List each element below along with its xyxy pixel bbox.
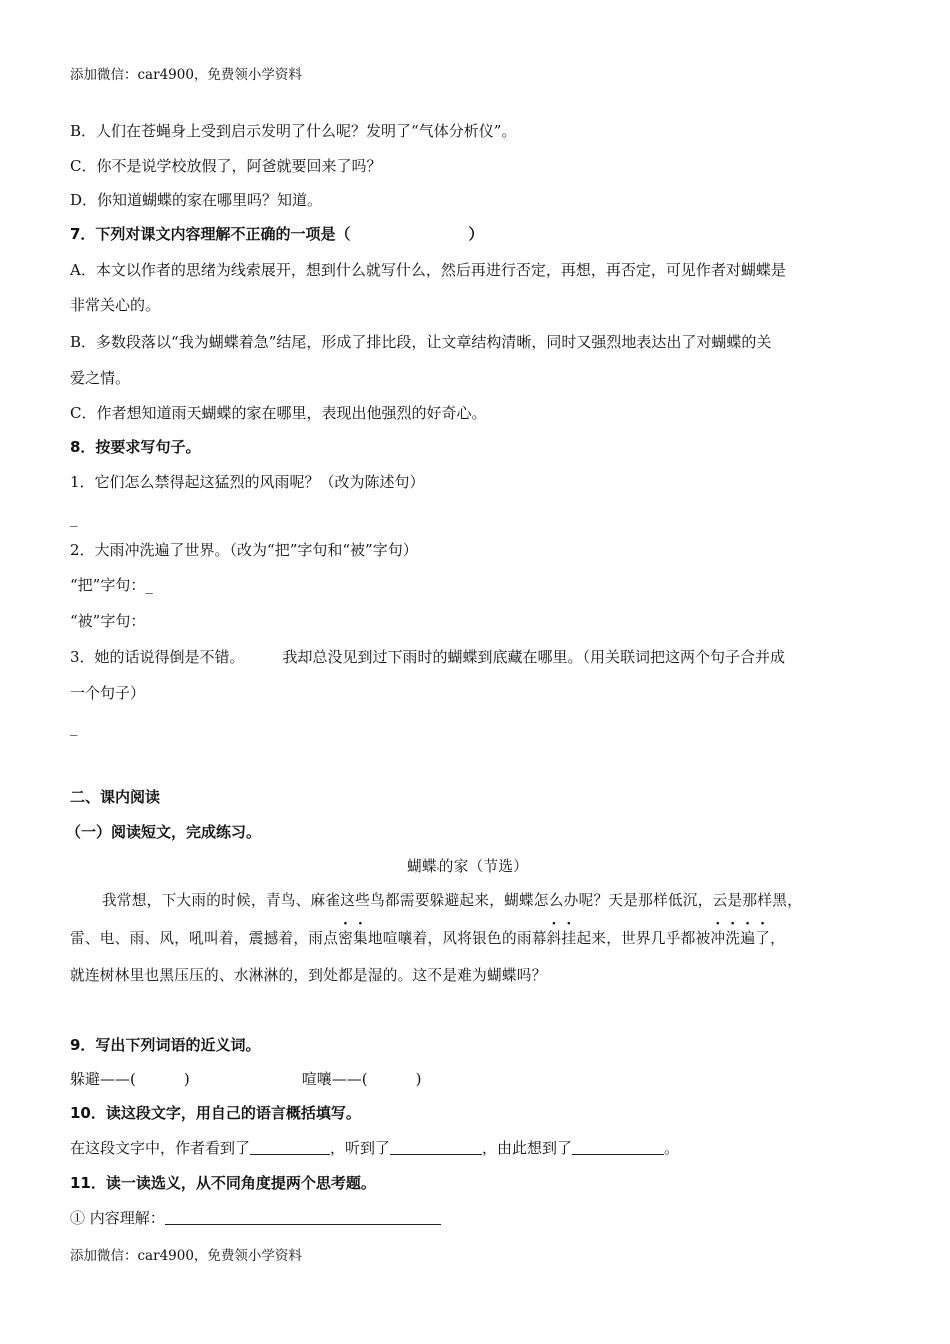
q9-word-1-close: ) <box>183 1070 190 1088</box>
q10-blank-heard[interactable] <box>390 1140 482 1155</box>
q11-item-1 <box>70 1209 441 1227</box>
passage-title-a: 蝴蝶 <box>407 858 437 875</box>
q7-title-close: ） <box>468 225 484 243</box>
emph-char-mi: 密 <box>338 930 353 947</box>
q8-ba-sentence: “把”字句：_ <box>70 576 153 594</box>
page-footer: 添加微信：car4900，免费领小学资料 <box>70 1248 302 1264</box>
passage-line-2e: 起来，世界几乎都被 <box>576 930 711 947</box>
section-2-subtitle: （一）阅读短文，完成练习。 <box>66 823 262 841</box>
passage-title-b: 的家（节选） <box>438 858 529 875</box>
q7-title <box>70 225 483 243</box>
q7-option-b-line1: B．多数段落以“我为蝴蝶着急”结尾，形成了排比段，让文章结构清晰，同时又强烈地表达出了对蝴蝶的关 <box>70 333 772 351</box>
q9-title: 9．写出下列词语的近义词。 <box>70 1036 261 1054</box>
q10-text-1: 在这段文字中，作者看到了 <box>70 1139 251 1157</box>
q8-sentence-1: 1．它们怎么禁得起这猛烈的风雨呢？（改为陈述句） <box>70 473 425 491</box>
q10-title: 10．读这段文字，用自己的语言概括填写。 <box>70 1104 361 1122</box>
q8-sentence-3 <box>70 648 785 666</box>
q8-sentence-2: 2．大雨冲洗遍了世界。（改为“把”字句和“被”字句） <box>70 541 418 559</box>
q10-blank-saw[interactable] <box>250 1140 330 1155</box>
q11-item-1-label: ① 内容理解： <box>70 1209 165 1227</box>
q8-title: 8．按要求写句子。 <box>70 438 201 456</box>
q8-sentence-3b: 我却总没见到过下雨时的蝴蝶到底藏在哪里。（用关联词把这两个句子合并成 <box>282 648 786 666</box>
q9-word-2: 喧嚷——( <box>301 1070 368 1088</box>
passage-line-1: 我常想，下大雨的时候，青鸟、麻雀这些鸟都需要躲避起来，蝴蝶怎么办呢？天是那样低沉，云是那样黑， <box>102 892 803 909</box>
q11-item-1-blank[interactable] <box>165 1210 441 1225</box>
emph-char-le: 了 <box>755 930 771 947</box>
q9-word-1: 躲避——( <box>70 1070 136 1088</box>
page-header: 添加微信：car4900，免费领小学资料 <box>70 67 302 83</box>
passage-line-2g: ， <box>770 930 786 947</box>
q7-title-text: 7．下列对课文内容理解不正确的一项是（ <box>70 225 351 243</box>
q7-option-b-line2: 爱之情。 <box>70 369 131 387</box>
q7-option-c: C．作者想知道雨天蝴蝶的家在哪里，表现出他强烈的好奇心。 <box>70 404 487 422</box>
q10-text-3: ，由此想到了 <box>482 1139 573 1157</box>
q10-text-2: ，听到了 <box>330 1139 391 1157</box>
emph-char-chong: 冲 <box>710 930 726 947</box>
q6-option-b: B．人们在苍蝇身上受到启示发明了什么呢？发明了“气体分析仪”。 <box>70 122 517 140</box>
q8-blank-3: _ <box>70 718 78 736</box>
emph-char-gua: 挂 <box>561 930 577 947</box>
q9-word-2-close: ) <box>415 1070 422 1088</box>
passage-line-3: 就连树林里也黑压压的、水淋淋的，到处都是湿的。这不是难为蝴蝶吗？ <box>70 967 547 984</box>
passage-line-2a: 雷、电、雨、风，吼叫着，震撼着，雨点 <box>70 930 339 947</box>
q8-blank-1: _ <box>70 509 78 527</box>
emph-char-bian: 遍 <box>740 930 756 947</box>
q8-bei-sentence: “被”字句： <box>70 612 146 630</box>
q8-sentence-3a: 3．她的话说得倒是不错。 <box>70 648 245 666</box>
q6-option-d: D．你知道蝴蝶的家在哪里吗？知道。 <box>70 191 323 209</box>
q10-blank-thought[interactable] <box>572 1140 664 1155</box>
q11-title: 11．读一读选义，从不同角度提两个思考题。 <box>70 1174 376 1192</box>
q10-fill-line <box>70 1139 679 1157</box>
emph-char-ji: 集 <box>353 930 368 947</box>
emph-char-xie: 斜 <box>546 930 562 947</box>
passage-line-2 <box>70 930 785 948</box>
q7-option-a-line1: A．本文以作者的思绪为线索展开，想到什么就写什么，然后再进行否定，再想，再否定，可见作者对蝴蝶是 <box>70 261 786 279</box>
passage-title <box>407 858 528 876</box>
q8-sentence-3c: 一个句子） <box>70 684 146 702</box>
q10-text-4: 。 <box>664 1139 680 1157</box>
q6-option-c: C．你不是说学校放假了，阿爸就要回来了吗？ <box>70 157 382 175</box>
q7-option-a-line2: 非常关心的。 <box>70 296 161 314</box>
passage-line-2c: 地喧嚷着，风将银色的雨幕 <box>367 930 547 947</box>
emph-char-xi: 洗 <box>725 930 741 947</box>
q9-words <box>70 1070 421 1088</box>
section-2-title: 二、课内阅读 <box>70 788 161 806</box>
